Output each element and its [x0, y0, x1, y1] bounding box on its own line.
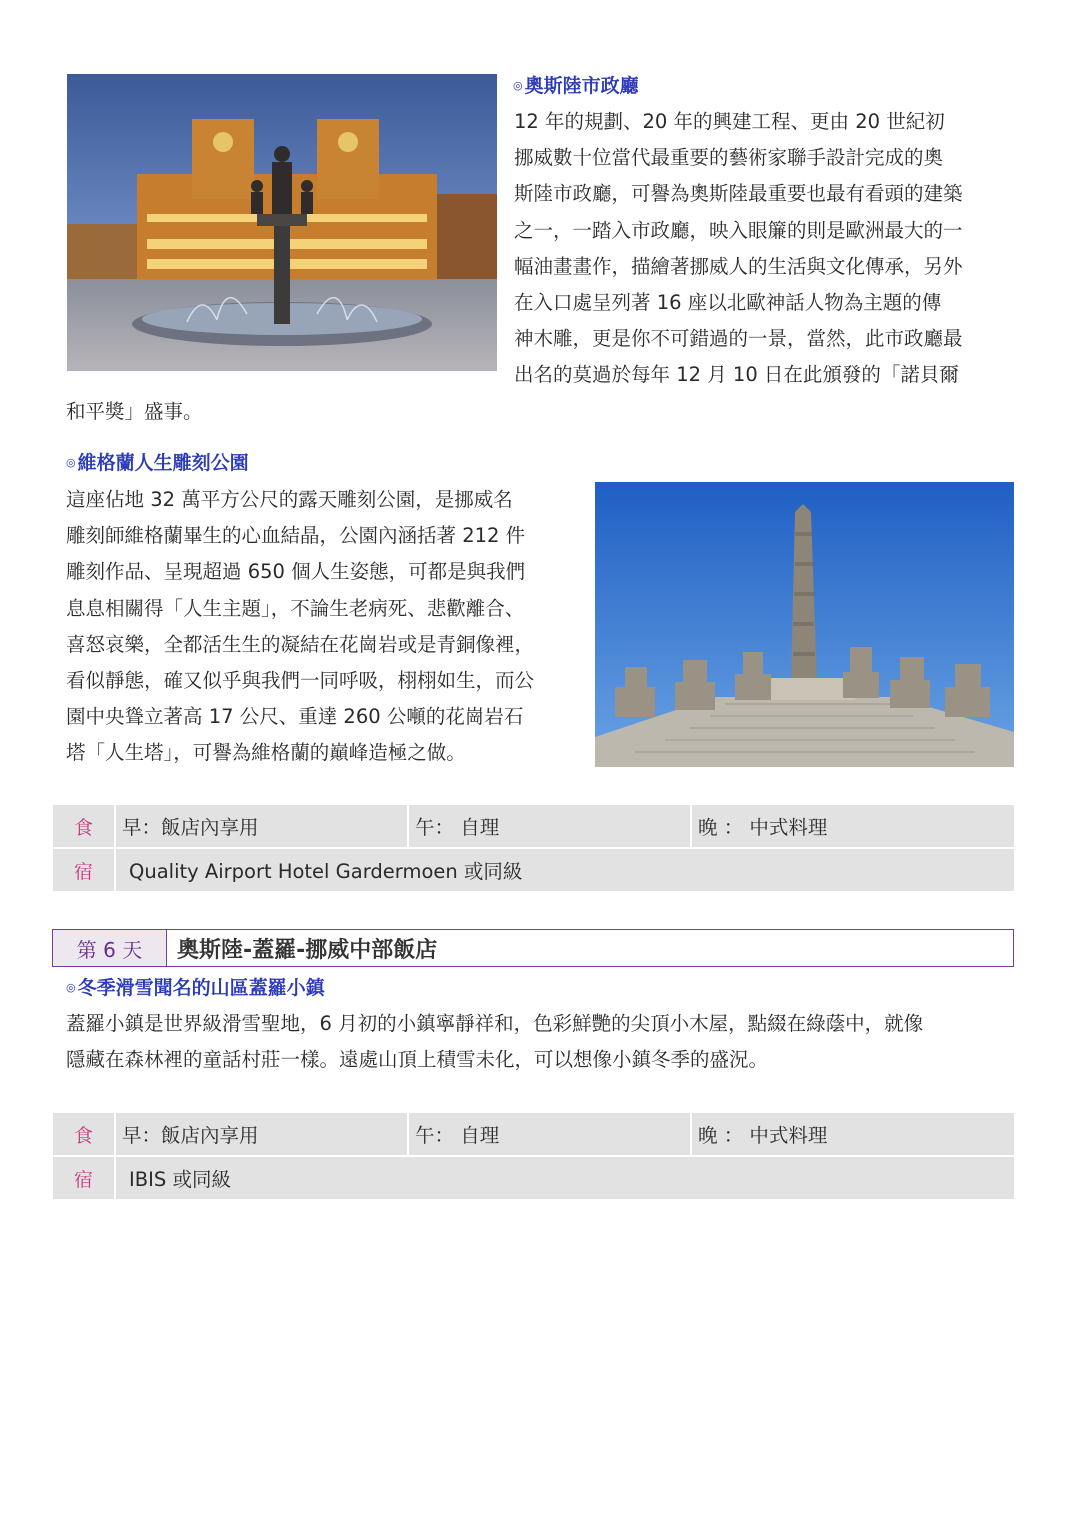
dinner-cell: 晚 ： 中式料理 [691, 1112, 1014, 1156]
hotel-cell: Quality Airport Hotel Gardermoen 或同級 [115, 848, 1014, 892]
breakfast-cell: 早：飯店內享用 [115, 1112, 408, 1156]
text-line: 蓋羅小鎮是世界級滑雪聖地，6 月初的小鎮寧靜祥和，色彩鮮艷的尖頂小木屋，點綴在綠蔭中，就像 [66, 1012, 924, 1035]
food-label: 食 [53, 1112, 115, 1156]
section-heading-geilo: ◎ 冬季滑雪聞名的山區蓋羅小鎮 [66, 977, 325, 999]
meals-table-day6 [53, 1111, 1014, 1201]
text-line: 斯陸市政廳，可譽為奧斯陸最重要也最有看頭的建築 [514, 182, 963, 206]
geilo-description [66, 1006, 923, 1078]
table-row [53, 1156, 1014, 1200]
text-line: 幅油畫畫作，描繪著挪威人的生活與文化傳承，另外 [514, 254, 963, 278]
food-label: 食 [53, 804, 115, 848]
bullet-icon: ◎ [66, 456, 76, 469]
section-heading-vigeland-park: ◎ 維格蘭人生雕刻公園 [66, 452, 249, 474]
text-line: 雕刻作品、呈現超過 650 個人生姿態，可都是與我們 [66, 560, 526, 584]
text-line: 挪威數十位當代最重要的藝術家聯手設計完成的奧 [514, 146, 944, 170]
text-line: 看似靜態，確又似乎與我們一同呼吸，栩栩如生，而公 [66, 668, 535, 692]
text-line: 園中央聳立著高 17 公尺、重達 260 公噸的花崗岩石 [66, 705, 524, 729]
city-hall-description [514, 104, 963, 394]
vigeland-park-description [66, 482, 534, 772]
text-line: 在入口處呈列著 16 座以北歐神話人物為主題的傳 [514, 290, 942, 314]
day-number: 第 6 天 [53, 930, 167, 966]
day-header [52, 929, 1014, 967]
text-line: 這座佔地 32 萬平方公尺的露天雕刻公園，是挪威名 [66, 488, 513, 511]
table-row [53, 804, 1014, 848]
text-line: 出名的莫過於每年 12 月 10 日在此頒發的「諾貝爾 [514, 363, 959, 387]
hotel-label: 宿 [53, 848, 115, 892]
text-line: 隱藏在森林裡的童話村莊一樣。遠處山頂上積雪未化，可以想像小鎮冬季的盛況。 [66, 1048, 769, 1072]
lunch-cell: 午： 自理 [408, 1112, 691, 1156]
text-line: 之一，一踏入市政廳，映入眼簾的則是歐洲最大的一 [514, 218, 963, 242]
section-heading-city-hall: ◎ 奧斯陸市政廳 [513, 75, 639, 97]
city-hall-description-tail: 和平獎」盛事。 [66, 400, 203, 423]
text-line: 息息相關得「人生主題」，不論生老病死、悲歡離合、 [66, 596, 525, 620]
table-row [53, 1112, 1014, 1156]
dinner-cell: 晚 ： 中式料理 [691, 804, 1014, 848]
bullet-icon: ◎ [513, 79, 523, 92]
text-line: 塔「人生塔」，可譽為維格蘭的巔峰造極之做。 [66, 741, 466, 765]
day-title: 奧斯陸-蓋羅-挪威中部飯店 [177, 937, 438, 963]
breakfast-cell: 早：飯店內享用 [115, 804, 408, 848]
text-line: 雕刻師維格蘭畢生的心血結晶，公園內涵括著 212 件 [66, 524, 526, 548]
lunch-cell: 午： 自理 [408, 804, 691, 848]
hotel-cell: IBIS 或同級 [115, 1156, 1014, 1200]
oslo-city-hall-photo [67, 74, 497, 371]
meals-table-day5 [53, 803, 1014, 893]
bullet-icon: ◎ [66, 981, 76, 994]
text-line: 12 年的規劃、20 年的興建工程、更由 20 世紀初 [514, 110, 945, 133]
hotel-label: 宿 [53, 1156, 115, 1200]
text-line: 喜怒哀樂，全都活生生的凝結在花崗岩或是青銅像裡， [66, 632, 535, 656]
text-line: 神木雕，更是你不可錯過的一景，當然，此市政廳最 [514, 327, 963, 351]
table-row [53, 848, 1014, 892]
vigeland-monolith-photo [595, 482, 1014, 767]
